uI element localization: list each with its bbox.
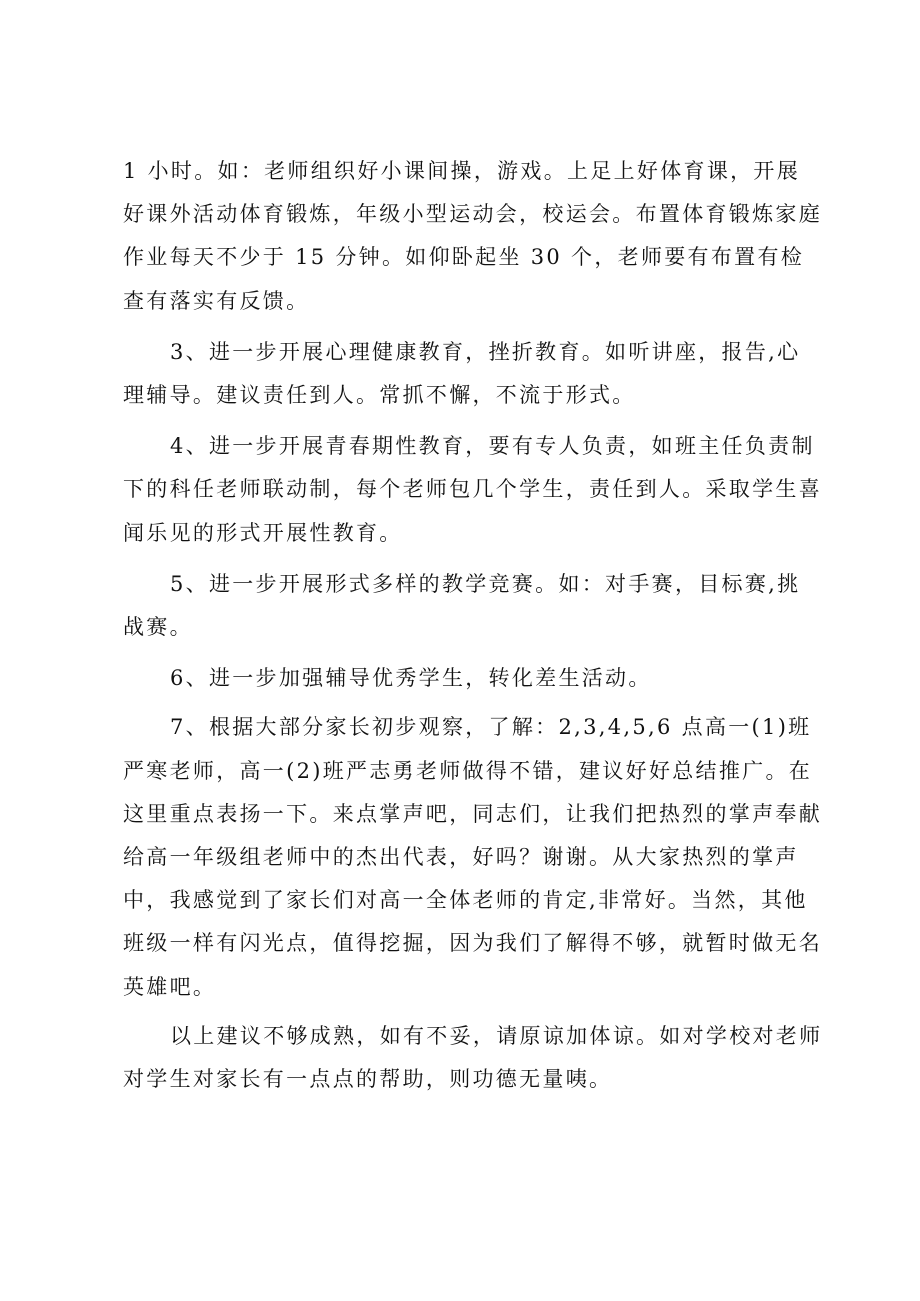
paragraph-item-6: 6、进一步加强辅导优秀学生，转化差生活动。 xyxy=(170,666,652,691)
paragraph-item-5: 5、进一步开展形式多样的教学竞赛。如：对手赛，目标赛,挑战赛。 xyxy=(123,571,801,640)
paragraph-item-4: 4、进一步开展青春期性教育，要有专人负责，如班主任负责制下的科任老师联动制，每个老师包几个学生，责任到人。采取学生喜闻乐见的形式开展性教育。 xyxy=(123,434,822,545)
document-body xyxy=(123,150,823,1101)
paragraph-item-7: 7、根据大部分家长初步观察，了解：2,3,4,5,6 点高一(1)班严寒老师，高一(2)班严志勇老师做得不错，建议好好总结推广。在这里重点表扬一下。来点掌声吧，同志们，让我们把热烈的掌声奉献给高一年级组老师中的杰出代表，好吗？谢谢。从大家热烈的掌声中，我感觉到了家长们对高一全体老师的肯定,非常好。当然，其他班级一样有闪光点，值得挖掘，因为我们了解得不够，就暂时做无名英雄吧。 xyxy=(123,715,822,999)
paragraph-item-3: 3、进一步开展心理健康教育，挫折教育。如听讲座，报告,心理辅导。建议责任到人。常抓不懈，不流于形式。 xyxy=(123,339,801,408)
paragraph-continuation: 1 小时。如：老师组织好小课间操，游戏。上足上好体育课，开展好课外活动体育锻炼，年级小型运动会，校运会。布置体育锻炼家庭作业每天不少于 15 分钟。如仰卧起坐 30 个，老师要有布置有检查有落实有反馈。 xyxy=(123,159,822,313)
paragraph-closing: 以上建议不够成熟，如有不妥，请原谅加体谅。如对学校对老师对学生对家长有一点点的帮助，则功德无量咦。 xyxy=(123,1023,823,1092)
